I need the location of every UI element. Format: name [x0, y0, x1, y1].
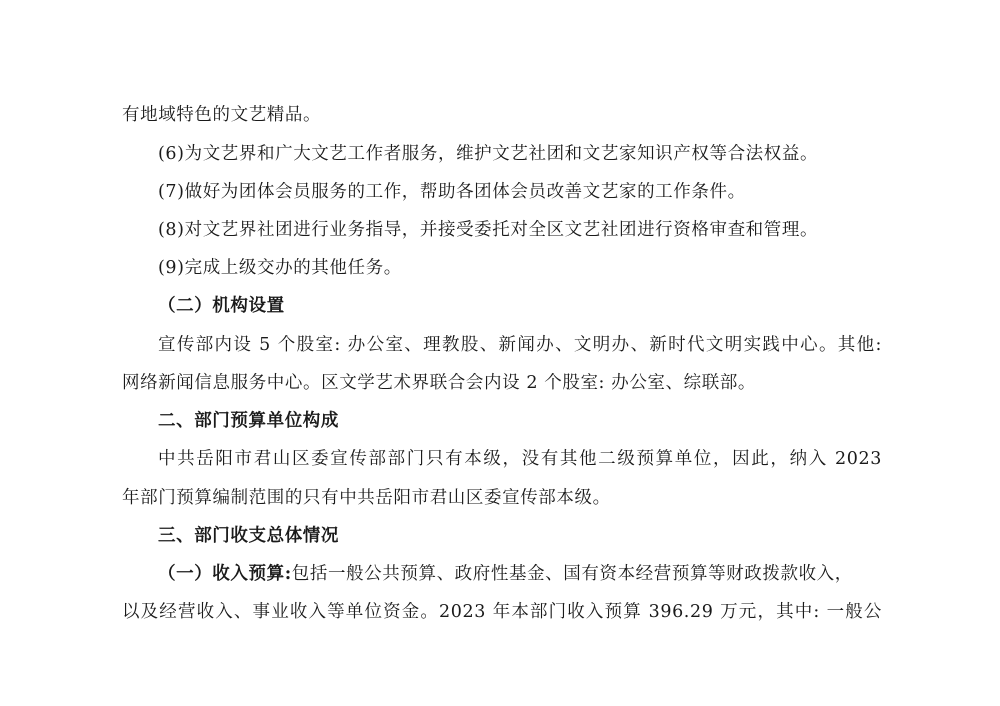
income-text: 包括一般公共预算、政府性基金、国有资本经营预算等财政拨款收入， — [291, 564, 853, 584]
paragraph-org-line-2: 网络新闻信息服务中心。区文学艺术界联合会内设 2 个股室: 办公室、综联部。 — [122, 373, 757, 393]
section-heading-org: （二）机构设置 — [158, 296, 285, 316]
paragraph-units-line-1: 中共岳阳市君山区委宣传部部门只有本级，没有其他二级预算单位，因此，纳入 2023 — [158, 449, 882, 469]
paragraph-org-line-1: 宣传部内设 5 个股室: 办公室、理教股、新闻办、文明办、新时代文明实践中心。其他: — [158, 335, 882, 355]
list-item-8: (8)对文艺界社团进行业务指导，并接受委托对全区文艺社团进行资格审查和管理。 — [158, 220, 819, 240]
section-heading-budget: 三、部门收支总体情况 — [158, 526, 339, 546]
list-item-7: (7)做好为团体会员服务的工作，帮助各团体会员改善文艺家的工作条件。 — [158, 182, 746, 202]
list-item-9: (9)完成上级交办的其他任务。 — [158, 258, 402, 278]
paragraph-income-line-1 — [158, 562, 882, 586]
section-heading-units: 二、部门预算单位构成 — [158, 411, 339, 431]
paragraph-income-line-2: 以及经营收入、事业收入等单位资金。2023 年本部门收入预算 396.29 万元，其中: 一般公 — [122, 602, 882, 622]
paragraph-units-line-2: 年部门预算编制范围的只有中共岳阳市君山区委宣传部本级。 — [122, 488, 611, 508]
income-subheading: （一）收入预算: — [158, 564, 292, 584]
paragraph-line-1: 有地域特色的文艺精品。 — [122, 105, 322, 125]
list-item-6: (6)为文艺界和广大文艺工作者服务，维护文艺社团和文艺家知识产权等合法权益。 — [158, 144, 819, 164]
